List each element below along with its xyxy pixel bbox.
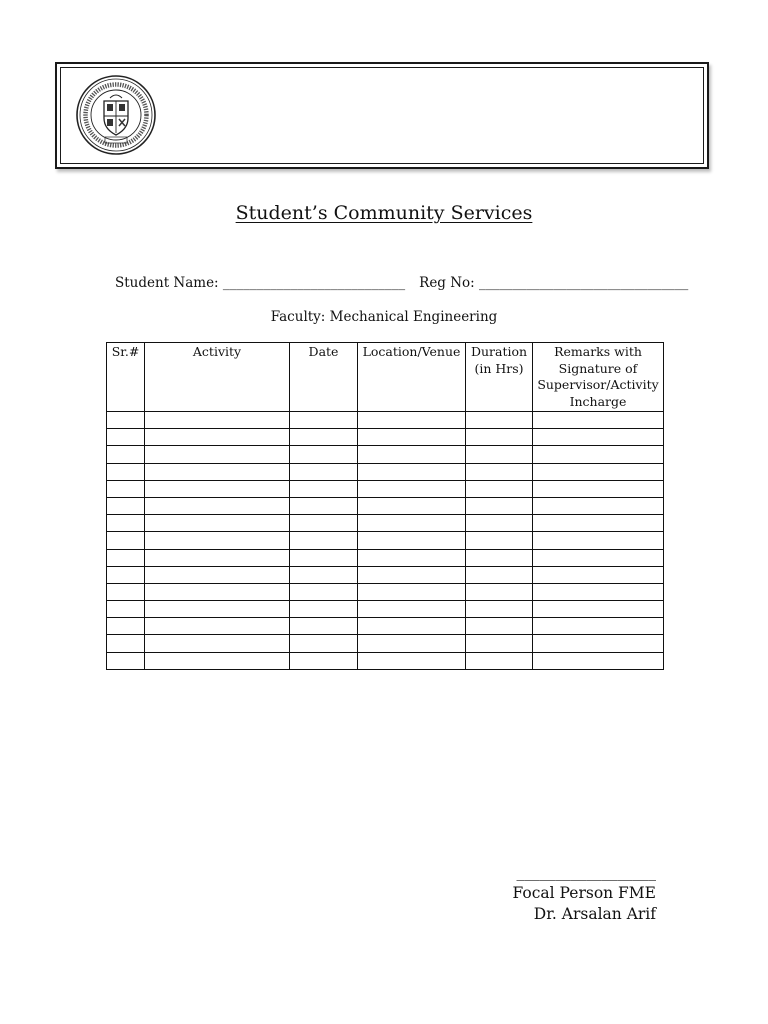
table-row [107, 463, 664, 480]
table-row [107, 446, 664, 463]
table-cell[interactable] [466, 412, 533, 429]
header-activity: Activity [145, 343, 290, 412]
table-cell[interactable] [466, 618, 533, 635]
table-cell[interactable] [533, 497, 664, 514]
table-cell[interactable] [145, 652, 290, 669]
table-cell[interactable] [290, 480, 358, 497]
table-cell[interactable] [145, 566, 290, 583]
table-cell[interactable] [107, 446, 145, 463]
table-cell[interactable] [533, 515, 664, 532]
table-cell[interactable] [358, 463, 466, 480]
table-cell[interactable] [533, 635, 664, 652]
table-cell[interactable] [290, 429, 358, 446]
table-cell[interactable] [145, 412, 290, 429]
table-cell[interactable] [290, 497, 358, 514]
table-cell[interactable] [107, 566, 145, 583]
table-row [107, 532, 664, 549]
table-cell[interactable] [290, 446, 358, 463]
signature-block [513, 862, 657, 925]
table-row [107, 497, 664, 514]
table-cell[interactable] [466, 549, 533, 566]
signature-name: Dr. Arsalan Arif [533, 905, 656, 923]
table-cell[interactable] [466, 601, 533, 618]
table-cell[interactable] [107, 618, 145, 635]
table-cell[interactable] [533, 532, 664, 549]
table-row [107, 618, 664, 635]
table-header-row [107, 343, 664, 412]
table-cell[interactable] [290, 463, 358, 480]
table-cell[interactable] [290, 532, 358, 549]
table-row [107, 583, 664, 600]
table-cell[interactable] [290, 515, 358, 532]
table-cell[interactable] [145, 515, 290, 532]
table-row [107, 566, 664, 583]
table-cell[interactable] [358, 601, 466, 618]
table-cell[interactable] [358, 635, 466, 652]
table-cell[interactable] [290, 583, 358, 600]
table-cell[interactable] [466, 635, 533, 652]
table-cell[interactable] [145, 429, 290, 446]
table-cell[interactable] [533, 566, 664, 583]
table-cell[interactable] [107, 652, 145, 669]
document-title: Student’s Community Services [235, 202, 533, 224]
table-cell[interactable] [107, 635, 145, 652]
table-cell[interactable] [466, 446, 533, 463]
student-name-field[interactable]: Student Name: ___________________________ [115, 275, 406, 291]
table-cell[interactable] [533, 480, 664, 497]
table-cell[interactable] [145, 601, 290, 618]
table-cell[interactable] [466, 480, 533, 497]
institution-seal-icon [75, 74, 157, 156]
table-cell[interactable] [533, 549, 664, 566]
table-row [107, 480, 664, 497]
table-cell[interactable] [533, 429, 664, 446]
table-cell[interactable] [533, 583, 664, 600]
header-date: Date [290, 343, 358, 412]
reg-no-field[interactable]: Reg No: _______________________________ [419, 275, 689, 291]
table-cell[interactable] [290, 412, 358, 429]
table-cell[interactable] [466, 497, 533, 514]
table-cell[interactable] [533, 463, 664, 480]
table-cell[interactable] [466, 429, 533, 446]
table-cell[interactable] [107, 601, 145, 618]
header-location: Location/Venue [358, 343, 466, 412]
table-cell[interactable] [358, 532, 466, 549]
table-cell[interactable] [358, 429, 466, 446]
table-cell[interactable] [107, 463, 145, 480]
table-cell[interactable] [107, 429, 145, 446]
table-cell[interactable] [466, 583, 533, 600]
table-cell[interactable] [358, 566, 466, 583]
table-cell[interactable] [358, 583, 466, 600]
header-sr: Sr.# [107, 343, 145, 412]
table-cell[interactable] [290, 601, 358, 618]
table-cell[interactable] [145, 618, 290, 635]
table-cell[interactable] [145, 583, 290, 600]
table-cell[interactable] [290, 566, 358, 583]
table-cell[interactable] [145, 446, 290, 463]
table-cell[interactable] [290, 618, 358, 635]
table-cell[interactable] [145, 463, 290, 480]
table-row [107, 549, 664, 566]
table-cell[interactable] [466, 532, 533, 549]
table-cell[interactable] [533, 446, 664, 463]
table-cell[interactable] [145, 480, 290, 497]
table-row [107, 635, 664, 652]
table-cell[interactable] [358, 652, 466, 669]
table-cell[interactable] [145, 549, 290, 566]
table-cell[interactable] [145, 497, 290, 514]
header-box [55, 62, 709, 169]
faculty-line: Faculty: Mechanical Engineering [270, 309, 498, 325]
table-cell[interactable] [358, 480, 466, 497]
table-cell[interactable] [533, 652, 664, 669]
table-cell[interactable] [290, 652, 358, 669]
table-cell[interactable] [466, 515, 533, 532]
table-row [107, 429, 664, 446]
header-remarks: Remarks with Signature of Supervisor/Activity Incharge [533, 343, 664, 412]
table-cell[interactable] [466, 566, 533, 583]
table-cell[interactable] [533, 601, 664, 618]
table-cell[interactable] [107, 532, 145, 549]
signature-role: Focal Person FME [512, 884, 656, 902]
header-inner-border [60, 67, 704, 164]
table-body [107, 412, 664, 670]
community-services-table [106, 342, 664, 670]
table-cell[interactable] [466, 463, 533, 480]
header-duration: Duration (in Hrs) [466, 343, 533, 412]
table-cell[interactable] [533, 618, 664, 635]
table-row [107, 412, 664, 429]
table-cell[interactable] [358, 446, 466, 463]
table-cell[interactable] [290, 635, 358, 652]
table-cell[interactable] [533, 412, 664, 429]
table-row [107, 601, 664, 618]
table-cell[interactable] [358, 515, 466, 532]
table-row [107, 515, 664, 532]
table-cell[interactable] [358, 618, 466, 635]
table-cell[interactable] [358, 412, 466, 429]
table-cell[interactable] [145, 532, 290, 549]
table-cell[interactable] [107, 549, 145, 566]
table-cell[interactable] [107, 583, 145, 600]
table-cell[interactable] [466, 652, 533, 669]
table-cell[interactable] [358, 497, 466, 514]
table-cell[interactable] [358, 549, 466, 566]
table-cell[interactable] [107, 480, 145, 497]
student-info-line [115, 275, 688, 291]
table-row [107, 652, 664, 669]
table-cell[interactable] [107, 412, 145, 429]
table-cell[interactable] [290, 549, 358, 566]
signature-line: __________________ [516, 863, 656, 881]
table-cell[interactable] [107, 497, 145, 514]
table-cell[interactable] [107, 515, 145, 532]
table-cell[interactable] [145, 635, 290, 652]
